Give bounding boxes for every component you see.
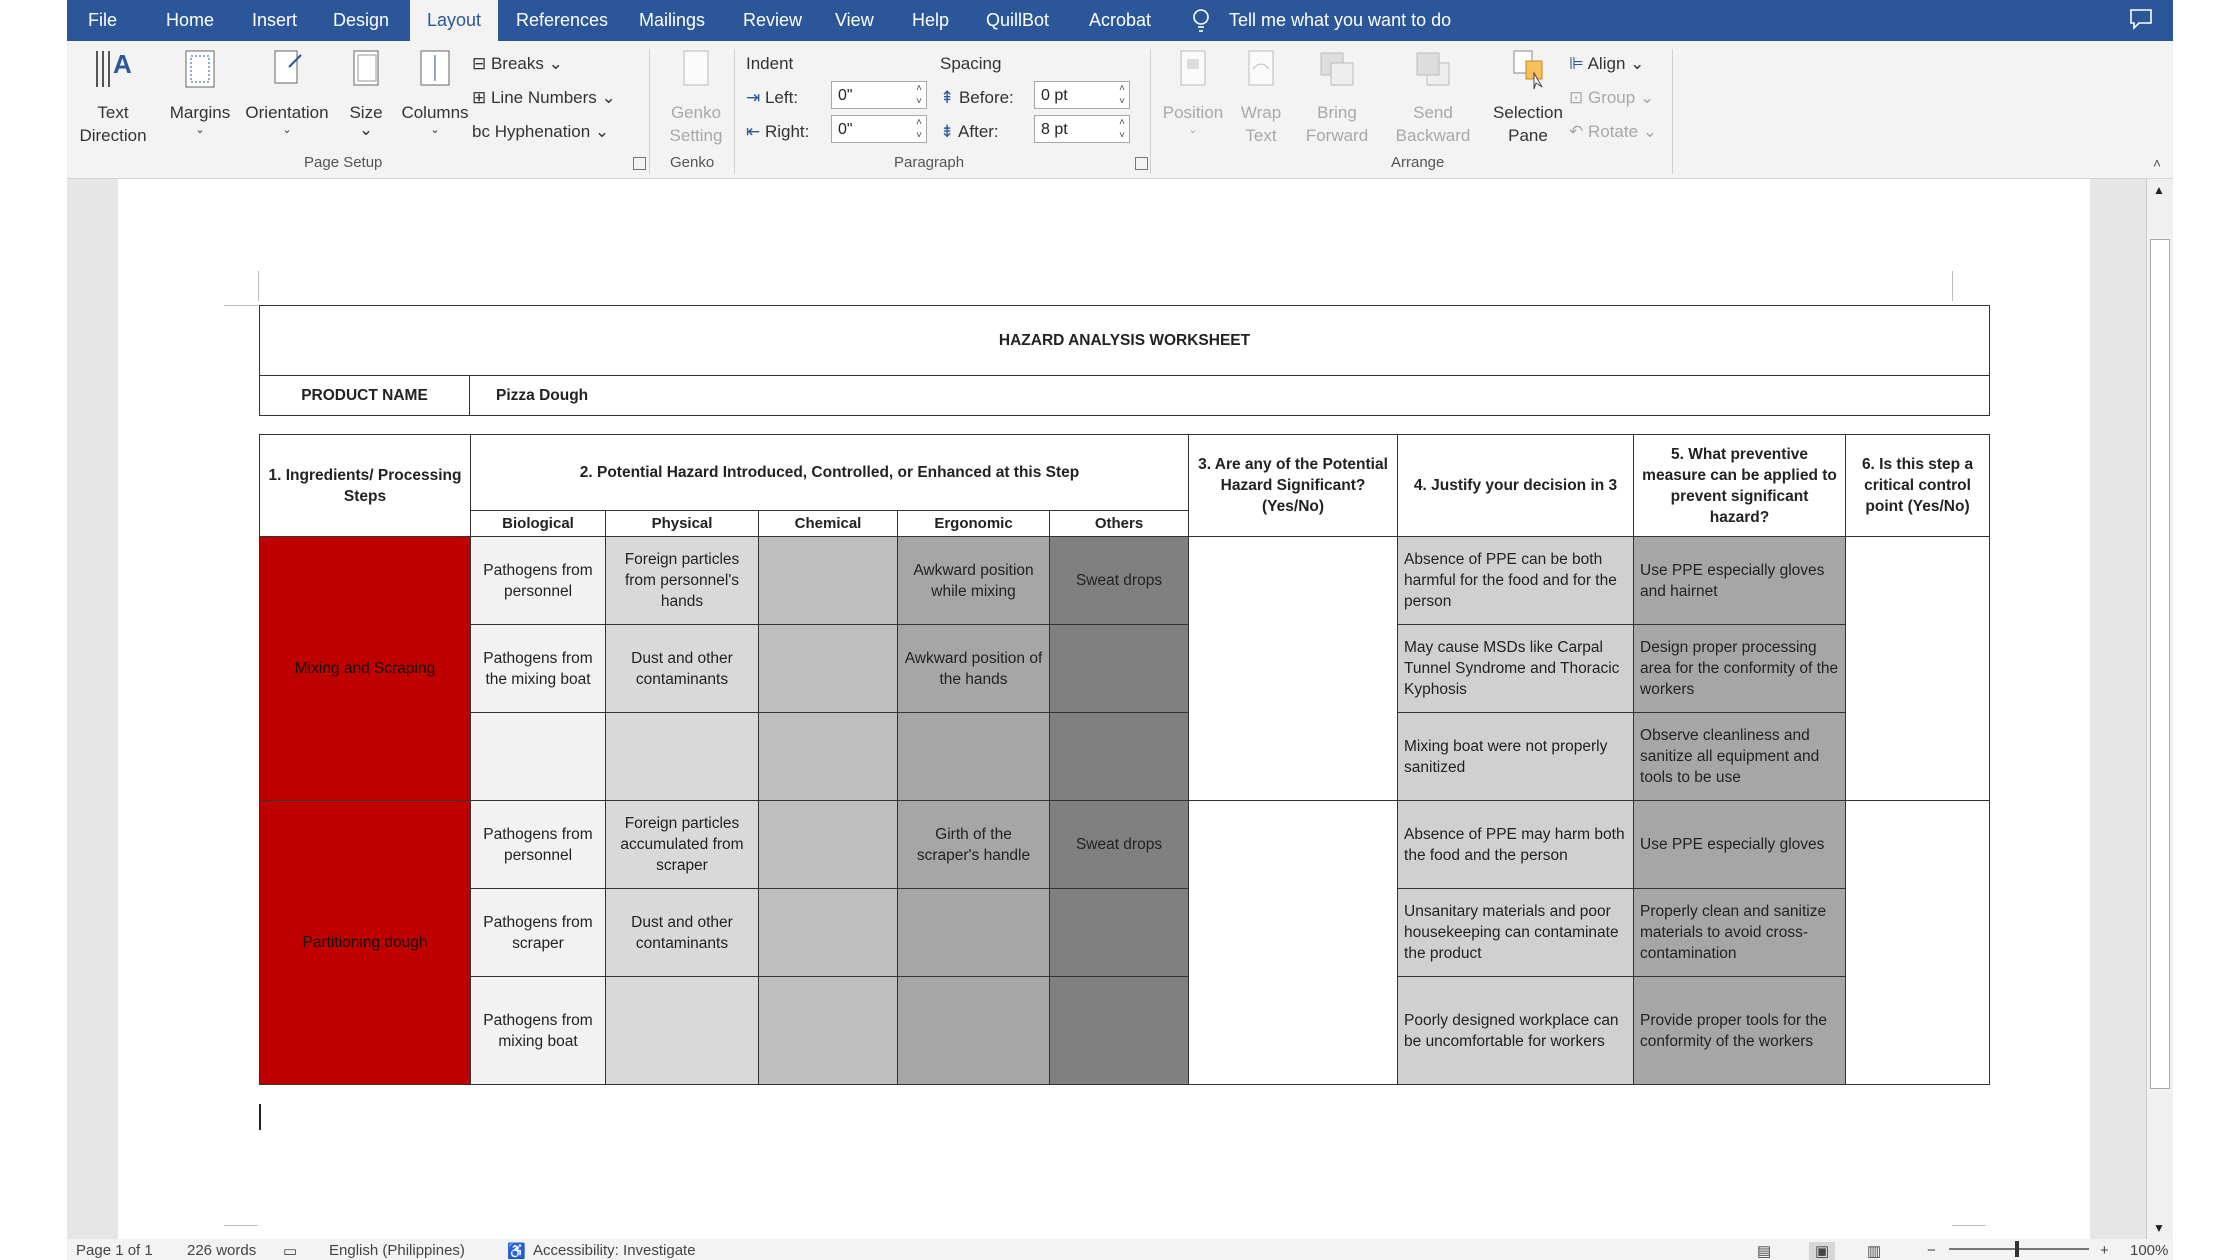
position-icon	[1171, 47, 1215, 91]
paragraph-launcher[interactable]	[1135, 157, 1148, 170]
svg-text:A: A	[113, 49, 132, 79]
cell-ergonomic: Awkward position of the hands	[898, 625, 1050, 713]
crop-mark	[1952, 1225, 1986, 1226]
table-row	[260, 537, 1990, 625]
cell-chemical	[759, 801, 898, 889]
wrap-text-label: Wrap Text	[1240, 103, 1282, 145]
orientation-label: Orientation	[245, 103, 329, 122]
zoom-out-icon[interactable]: −	[1927, 1242, 1936, 1259]
product-name-value: Pizza Dough	[470, 376, 1990, 416]
cell-chemical	[759, 537, 898, 625]
cell-ccp	[1846, 537, 1990, 801]
collapse-ribbon-icon[interactable]: ˄	[2152, 155, 2161, 171]
cell-others	[1050, 889, 1189, 977]
cell-preventive: Observe cleanliness and sanitize all equipment and tools to be use	[1634, 713, 1846, 801]
zoom-slider-handle[interactable]	[2015, 1241, 2019, 1257]
spinner-icon[interactable]: ˄ ˅	[1119, 117, 1125, 141]
table-row	[260, 801, 1990, 889]
scrollbar-thumb[interactable]	[2150, 239, 2170, 1089]
proofing-icon[interactable]: ▭	[283, 1243, 298, 1260]
genko-setting-label: Genko Setting	[669, 103, 723, 145]
scroll-up-icon[interactable]: ▲	[2153, 183, 2165, 197]
tab-mailings[interactable]: Mailings	[639, 10, 706, 30]
spinner-icon[interactable]: ˄ ˅	[916, 117, 922, 141]
line-numbers-button[interactable]: ⊞ Line Numbers ⌄	[472, 88, 616, 107]
text-direction-icon	[91, 47, 135, 91]
cell-preventive: Use PPE especially gloves and hairnet	[1634, 537, 1846, 625]
breaks-icon: ⊟	[472, 54, 491, 73]
cell-chemical	[759, 713, 898, 801]
table-row	[260, 977, 1990, 1085]
document-page[interactable]	[118, 179, 2090, 1239]
zoom-level[interactable]: 100%	[2130, 1242, 2169, 1259]
status-bar	[67, 1239, 2173, 1260]
cell-biological	[471, 713, 606, 801]
align-label: Align	[1587, 54, 1626, 73]
spacing-before-icon: ⇞	[940, 88, 959, 107]
cell-justify: Absence of PPE can be both harmful for the food and for the person	[1398, 537, 1634, 625]
table-row	[260, 625, 1990, 713]
cell-others: Sweat drops	[1050, 801, 1189, 889]
rotate-icon: ↶	[1569, 122, 1588, 141]
tab-review[interactable]: Review	[743, 10, 803, 30]
position-label: Position	[1162, 103, 1224, 122]
step-name: Partitioning dough	[260, 801, 471, 1085]
line-numbers-icon: ⊞	[472, 88, 491, 107]
tab-layout[interactable]: Layout	[410, 0, 498, 41]
breaks-button[interactable]: ⊟ Breaks ⌄	[472, 54, 563, 73]
cell-others	[1050, 625, 1189, 713]
cell-physical: Foreign particles accumulated from scraper	[606, 801, 759, 889]
cell-physical	[606, 713, 759, 801]
cell-preventive: Design proper processing area for the conformity of the workers	[1634, 625, 1846, 713]
crop-mark	[258, 271, 259, 301]
page-size-icon	[344, 47, 388, 91]
columns-label: Columns	[401, 103, 469, 122]
separator	[649, 49, 650, 174]
indent-heading: Indent	[746, 54, 794, 73]
wrap-text-icon	[1239, 47, 1283, 91]
columns-button[interactable]	[397, 47, 473, 136]
header-justify: 4. Justify your decision in 3	[1398, 435, 1634, 537]
separator	[734, 49, 735, 174]
header-ingredients-steps: 1. Ingredients/ Processing Steps	[260, 435, 471, 537]
size-label: Size	[349, 103, 383, 122]
cell-significant	[1189, 537, 1398, 801]
hyphenation-label: Hyphenation	[494, 122, 591, 141]
cell-preventive: Use PPE especially gloves	[1634, 801, 1846, 889]
chevron-down-icon: ⌄	[1188, 124, 1198, 136]
read-mode-icon[interactable]: ▤	[1757, 1243, 1772, 1260]
cell-ergonomic	[898, 889, 1050, 977]
header-potential-hazard: 2. Potential Hazard Introduced, Controlled, or Enhanced at this Step	[471, 435, 1189, 511]
spacing-after-label	[940, 119, 999, 145]
cell-physical: Dust and other contaminants	[606, 889, 759, 977]
send-backward-button[interactable]	[1383, 47, 1483, 147]
spinner-icon[interactable]: ˄ ˅	[1119, 83, 1125, 107]
product-name-label: PRODUCT NAME	[260, 376, 470, 416]
cell-chemical	[759, 977, 898, 1085]
spacing-before-text: Before:	[958, 88, 1014, 107]
hyphenation-button[interactable]: bc Hyphenation ⌄	[472, 122, 610, 141]
cell-ccp	[1846, 801, 1990, 1085]
cell-justify: Mixing boat were not properly sanitized	[1398, 713, 1634, 801]
tab-design[interactable]: Design	[333, 10, 390, 30]
worksheet-title: HAZARD ANALYSIS WORKSHEET	[260, 306, 1990, 376]
comments-icon[interactable]	[2129, 8, 2153, 30]
columns-icon	[413, 47, 457, 91]
cell-preventive: Provide proper tools for the conformity of the workers	[1634, 977, 1846, 1085]
ribbon-layout	[67, 41, 2173, 179]
chevron-down-icon: ⌄	[430, 124, 440, 136]
tell-me-search[interactable]: Tell me what you want to do	[1229, 10, 1452, 30]
document-area	[67, 179, 2147, 1239]
cell-biological: Pathogens from the mixing boat	[471, 625, 606, 713]
arrange-group-label: Arrange	[1391, 154, 1445, 171]
orientation-icon	[265, 47, 309, 91]
breaks-label: Breaks	[490, 54, 544, 73]
worksheet-header-table	[259, 305, 1990, 416]
tab-help[interactable]: Help	[912, 10, 950, 30]
separator	[1672, 49, 1673, 174]
crop-mark	[224, 1225, 258, 1226]
text-cursor	[259, 1104, 261, 1130]
bring-forward-button[interactable]	[1295, 47, 1379, 147]
tab-file[interactable]: File	[88, 10, 118, 30]
send-backward-label: Send Backward	[1395, 103, 1471, 145]
cell-physical	[606, 977, 759, 1085]
vertical-scrollbar[interactable]	[2146, 179, 2173, 1239]
table-row	[260, 713, 1990, 801]
selection-pane-button[interactable]	[1485, 47, 1571, 147]
cell-ergonomic: Awkward position while mixing	[898, 537, 1050, 625]
align-button[interactable]: ⊫ Align ⌄	[1569, 54, 1645, 73]
margins-label: Margins	[169, 103, 231, 122]
cell-justify: Poorly designed workplace can be uncomfortable for workers	[1398, 977, 1634, 1085]
accessibility-icon: ♿	[507, 1243, 526, 1260]
subheader-ergonomic: Ergonomic	[898, 511, 1050, 537]
crop-mark	[1952, 271, 1953, 301]
crop-mark	[224, 305, 258, 306]
cell-chemical	[759, 625, 898, 713]
spacing-after-value: 8 pt	[1041, 121, 1068, 138]
subheader-biological: Biological	[471, 511, 606, 537]
genko-setting-button[interactable]	[655, 47, 737, 147]
indent-left-icon: ⇥	[746, 88, 765, 107]
subheader-chemical: Chemical	[759, 511, 898, 537]
spacing-before-value: 0 pt	[1041, 87, 1068, 104]
word-window	[67, 0, 2173, 1260]
text-direction-label: Text Direction	[79, 103, 147, 145]
subheader-others: Others	[1050, 511, 1189, 537]
web-layout-icon[interactable]: ▥	[1867, 1243, 1882, 1260]
tab-view[interactable]: View	[835, 10, 874, 30]
tab-references[interactable]: References	[516, 10, 609, 30]
cell-ergonomic	[898, 713, 1050, 801]
ribbon-tab-bar	[67, 0, 2173, 41]
hazard-analysis-table	[259, 434, 1990, 1085]
chevron-down-icon: ⌄	[358, 120, 374, 139]
cell-significant	[1189, 801, 1398, 1085]
tab-insert[interactable]: Insert	[252, 10, 298, 30]
indent-right-text: Right:	[764, 122, 810, 141]
cell-justify: Unsanitary materials and poor housekeeping can contaminate the product	[1398, 889, 1634, 977]
cell-justify: Absence of PPE may harm both the food and the person	[1398, 801, 1634, 889]
spinner-icon[interactable]: ˄ ˅	[916, 83, 922, 107]
selection-pane-icon	[1506, 47, 1550, 91]
zoom-slider[interactable]	[1949, 1248, 2089, 1250]
cell-biological: Pathogens from personnel	[471, 801, 606, 889]
separator	[1150, 49, 1151, 174]
spacing-after-icon: ⇟	[940, 122, 959, 141]
group-icon: ⊡	[1569, 88, 1588, 107]
cell-others: Sweat drops	[1050, 537, 1189, 625]
scroll-down-icon[interactable]: ▼	[2153, 1221, 2165, 1235]
text-direction-button[interactable]	[73, 47, 153, 147]
indent-right-label	[746, 119, 809, 145]
bring-forward-icon	[1315, 47, 1359, 91]
indent-right-input[interactable]	[831, 115, 927, 143]
cell-biological: Pathogens from scraper	[471, 889, 606, 977]
rotate-label: Rotate	[1587, 122, 1639, 141]
cell-ergonomic: Girth of the scraper's handle	[898, 801, 1050, 889]
paragraph-group-label: Paragraph	[894, 154, 965, 171]
group-button[interactable]: ⊡ Group ⌄	[1569, 88, 1655, 107]
print-layout-icon[interactable]: ▣	[1809, 1242, 1835, 1260]
indent-left-text: Left:	[764, 88, 799, 107]
accessibility-status[interactable]: Accessibility: Investigate	[533, 1242, 696, 1259]
header-significant: 3. Are any of the Potential Hazard Significant? (Yes/No)	[1189, 435, 1398, 537]
genko-icon	[674, 47, 718, 91]
indent-left-value: 0"	[838, 87, 853, 104]
cell-physical: Foreign particles from personnel's hands	[606, 537, 759, 625]
indent-left-label	[746, 85, 798, 111]
cell-others	[1050, 713, 1189, 801]
header-ccp: 6. Is this step a critical control point (Yes/No)	[1846, 435, 1990, 537]
indent-right-icon: ⇤	[746, 122, 765, 141]
cell-biological: Pathogens from mixing boat	[471, 977, 606, 1085]
rotate-button[interactable]: ↶ Rotate ⌄	[1569, 122, 1658, 141]
word-count[interactable]: 226 words	[187, 1242, 257, 1259]
cell-chemical	[759, 889, 898, 977]
chevron-down-icon: ⌄	[282, 124, 292, 136]
chevron-down-icon: ⌄	[195, 124, 205, 136]
indent-right-value: 0"	[838, 121, 853, 138]
cell-ergonomic	[898, 977, 1050, 1085]
step-name: Mixing and Scraping	[260, 537, 471, 801]
spacing-heading: Spacing	[940, 54, 1002, 73]
tab-acrobat[interactable]: Acrobat	[1089, 10, 1152, 30]
genko-group-label: Genko	[670, 154, 715, 171]
margins-icon	[178, 47, 222, 91]
hyphenation-icon: bc	[472, 122, 495, 141]
spacing-after-text: After:	[958, 122, 999, 141]
zoom-in-icon[interactable]: +	[2100, 1242, 2109, 1259]
tab-home[interactable]: Home	[166, 10, 215, 30]
tab-quillbot[interactable]: QuillBot	[986, 10, 1050, 30]
lightbulb-icon	[1192, 8, 1210, 34]
cell-others	[1050, 977, 1189, 1085]
page-setup-launcher[interactable]	[633, 157, 646, 170]
wrap-text-button[interactable]	[1231, 47, 1291, 147]
selection-pane-label: Selection Pane	[1493, 103, 1563, 145]
spacing-before-label	[940, 85, 1014, 111]
line-numbers-label: Line Numbers	[490, 88, 597, 107]
language[interactable]: English (Philippines)	[329, 1242, 465, 1259]
cell-justify: May cause MSDs like Carpal Tunnel Syndrome and Thoracic Kyphosis	[1398, 625, 1634, 713]
spacing-before-input[interactable]	[1034, 81, 1130, 109]
page-setup-group-label: Page Setup	[304, 154, 383, 171]
margins-button[interactable]	[167, 47, 233, 136]
cell-preventive: Properly clean and sanitize materials to avoid cross-contamination	[1634, 889, 1846, 977]
orientation-button[interactable]	[239, 47, 335, 136]
bring-forward-label: Bring Forward	[1305, 103, 1369, 145]
position-button[interactable]	[1157, 47, 1229, 136]
cell-physical: Dust and other contaminants	[606, 625, 759, 713]
size-button[interactable]	[341, 47, 391, 139]
page-count[interactable]: Page 1 of 1	[76, 1242, 153, 1259]
table-row	[260, 889, 1990, 977]
send-backward-icon	[1411, 47, 1455, 91]
cell-biological: Pathogens from personnel	[471, 537, 606, 625]
group-label: Group	[1587, 88, 1636, 107]
header-preventive: 5. What preventive measure can be applied to prevent significant hazard?	[1634, 435, 1846, 537]
subheader-physical: Physical	[606, 511, 759, 537]
spacing-after-input[interactable]	[1034, 115, 1130, 143]
align-icon: ⊫	[1569, 54, 1588, 73]
indent-left-input[interactable]	[831, 81, 927, 109]
